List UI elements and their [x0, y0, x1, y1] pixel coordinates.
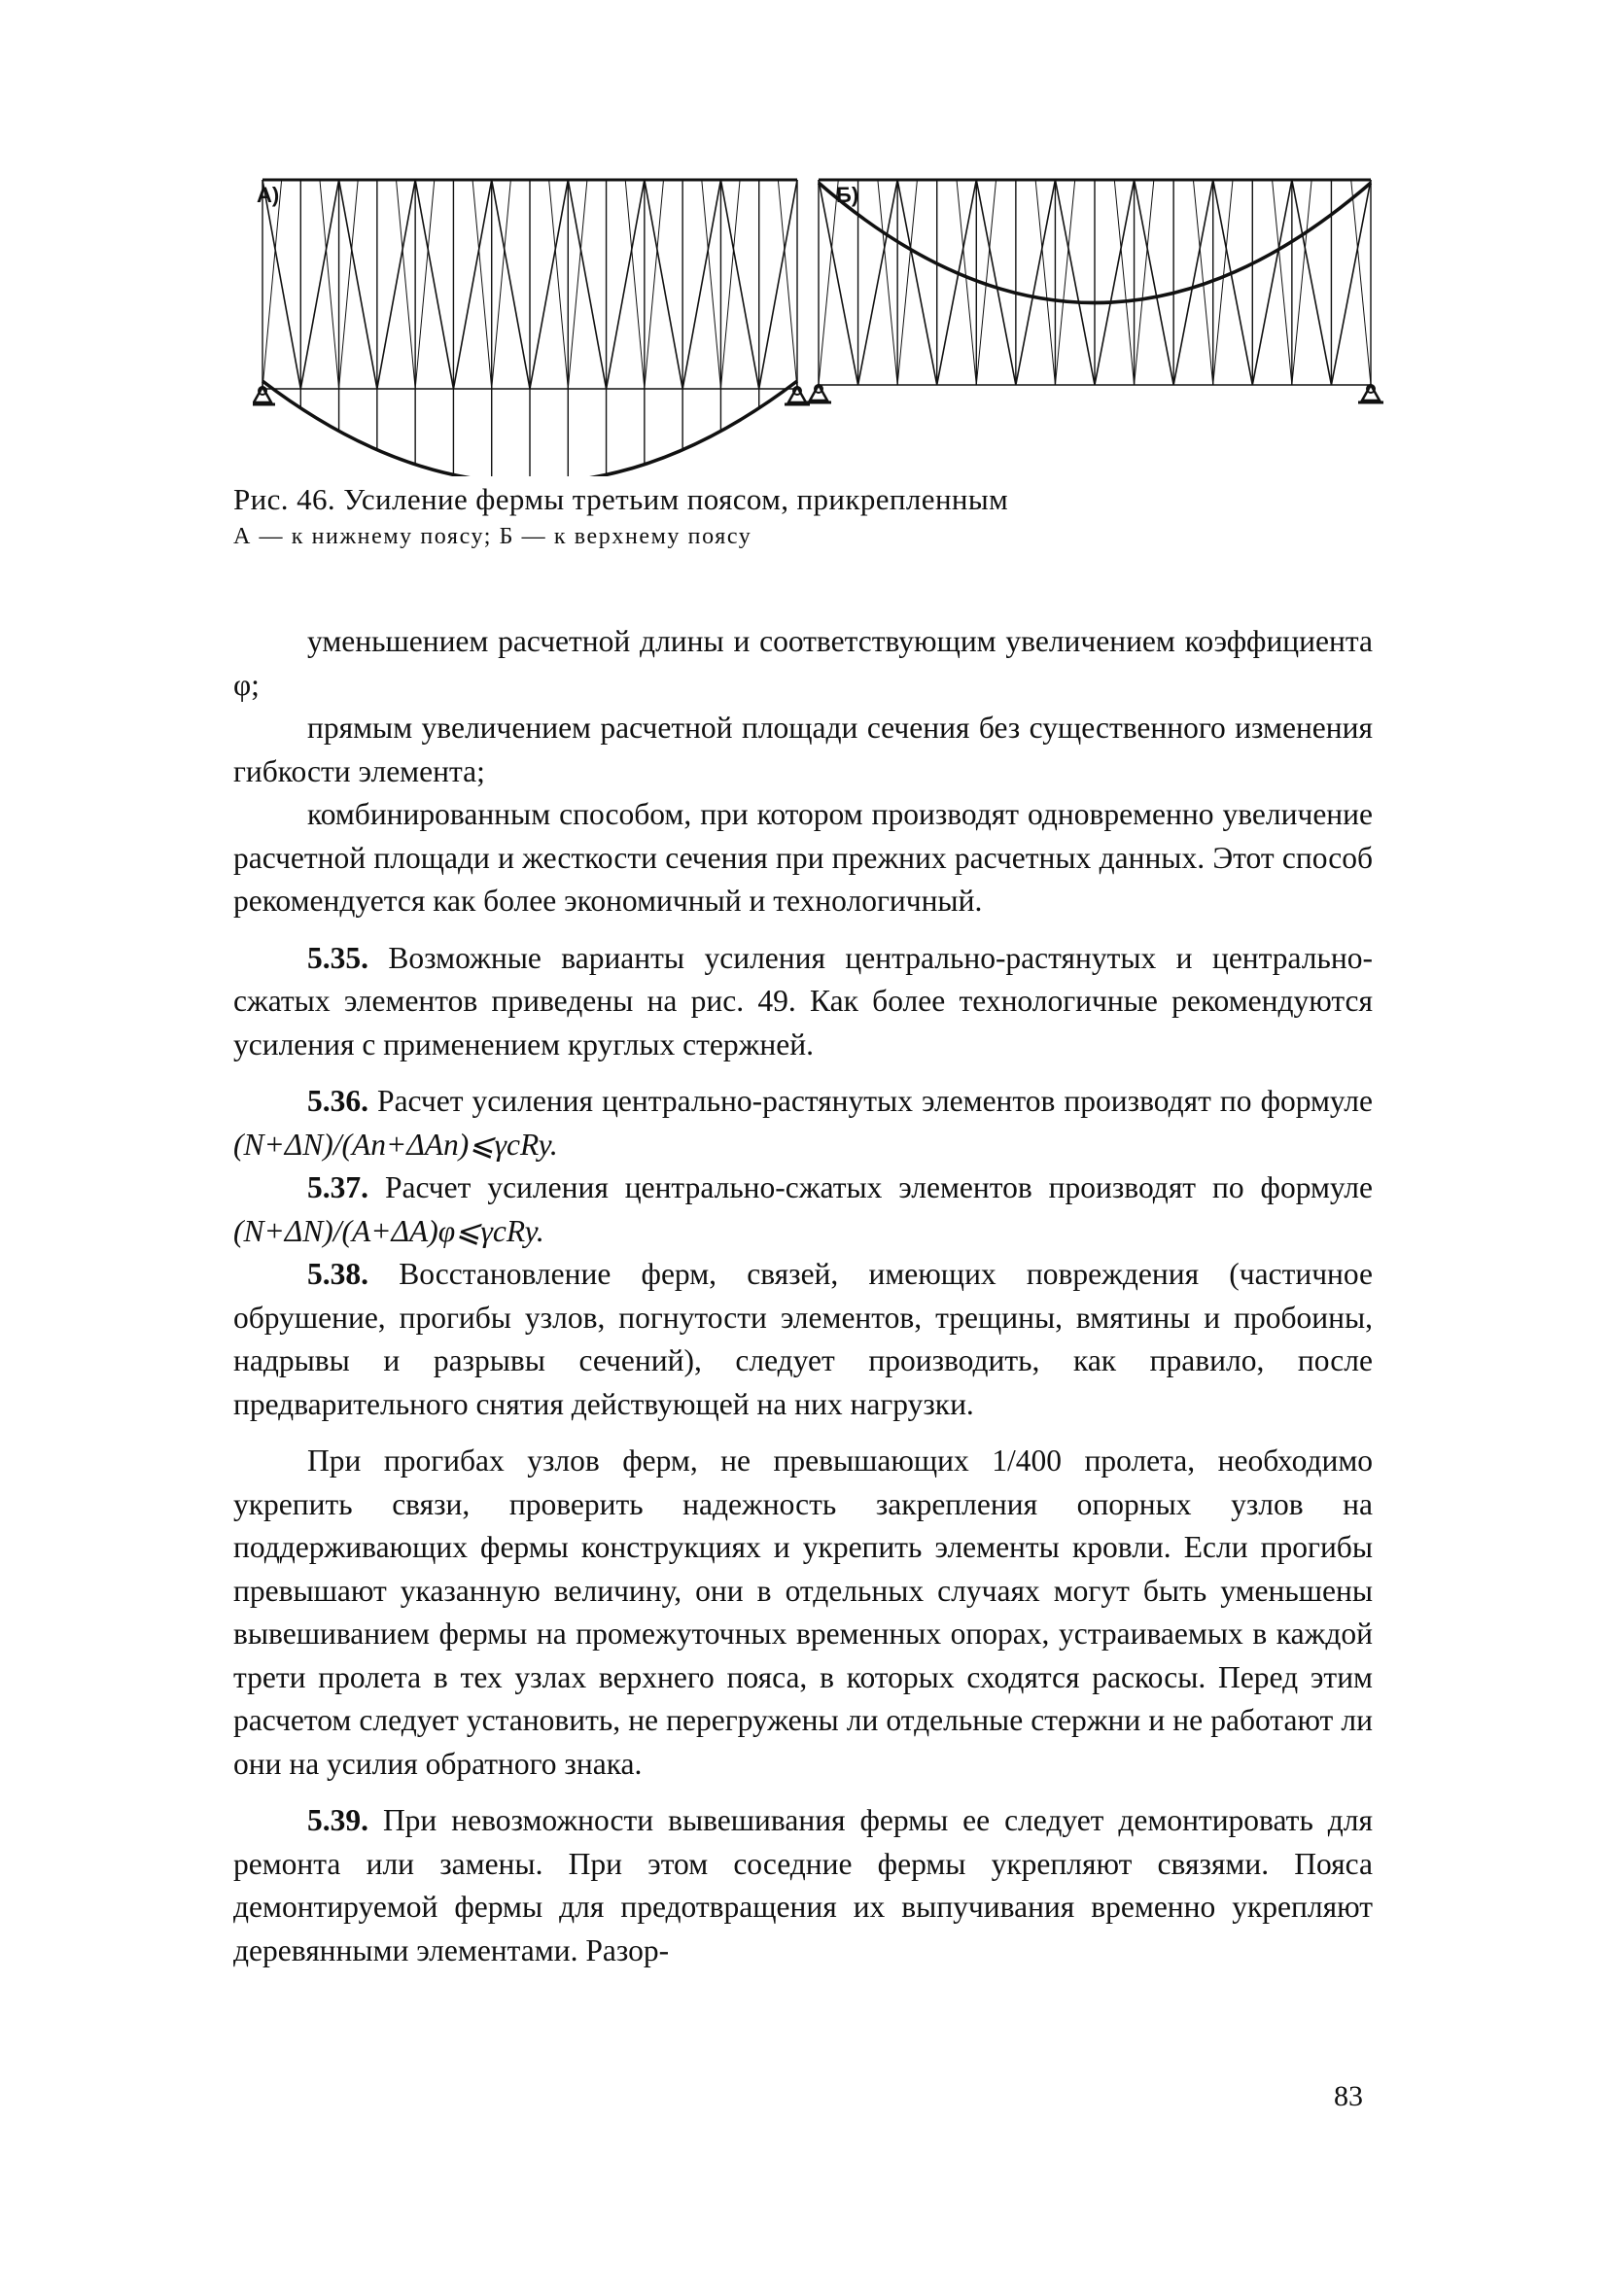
- truss-diagonal: [897, 180, 937, 385]
- paragraph-5-39: [233, 1799, 1373, 1972]
- truss-web: [778, 180, 797, 389]
- paragraph-text: При невозможности вывешивания фермы ее следует демонтировать для ремонта или замены. При этом соседние фермы укрепляют связями. Пояса демонтируемой фермы для предотвращения их выпучивания временно укрепляют деревянными элементами. Разор-: [233, 1803, 1373, 1967]
- truss-web: [568, 180, 587, 389]
- truss-web: [397, 180, 416, 389]
- truss-diagonal: [339, 180, 377, 389]
- paragraph-text: Расчет усиления центрально-сжатых элементов производят по формуле: [384, 1170, 1373, 1204]
- caption-subtitle: А — к нижнему поясу; Б — к верхнему поясу: [233, 524, 752, 549]
- truss-web: [320, 180, 339, 389]
- paragraph-1: уменьшением расчетной длины и соответствующим увеличением коэффициента φ;: [233, 624, 1373, 702]
- truss-diagonal: [300, 180, 338, 389]
- truss-diagonal: [1135, 180, 1174, 385]
- truss-diagonal: [1095, 180, 1135, 385]
- truss-diagonal: [453, 180, 491, 389]
- truss-web: [897, 180, 917, 385]
- paragraph-text: Возможные варианты усиления центрально-растянутых и центрально-сжатых элементов приведены на рис. 49. Как более технологичные рекомендуются усиления с применением круглых стержней.: [233, 940, 1373, 1061]
- clause-number: 5.35.: [307, 940, 368, 975]
- truss-diagonal: [415, 180, 453, 389]
- truss-diagonal: [530, 180, 568, 389]
- truss-web: [1292, 180, 1311, 385]
- truss-diagonal: [607, 180, 645, 389]
- truss-web: [549, 180, 569, 389]
- paragraph-text: Восстановление ферм, связей, имеющих повреждения (частичное обрушение, прогибы узлов, погнутости элементов, трещины, вмятины и пробоины, надрывы и разрывы сечений), следует производить, как правило, после предварительного снятия действующей на них нагрузки.: [233, 1257, 1374, 1421]
- truss-web: [819, 180, 838, 385]
- formula: (N+ΔN)/(A+ΔA)φ⩽γcRy.: [233, 1213, 544, 1248]
- truss-web: [1135, 180, 1154, 385]
- truss-drawing: [253, 165, 1400, 476]
- truss-diagonal: [937, 180, 977, 385]
- paragraph-5-37: [233, 1166, 1373, 1253]
- truss-web: [262, 180, 282, 389]
- paragraph-text: При прогибах узлов ферм, не превышающих: [307, 1444, 969, 1478]
- clause-number: 5.38.: [307, 1257, 368, 1291]
- truss-web: [720, 180, 740, 389]
- body-text: [233, 620, 1373, 1972]
- truss-web: [1035, 180, 1055, 385]
- truss-web: [645, 180, 664, 389]
- truss-diagonal: [262, 180, 300, 389]
- clause-number: 5.36.: [307, 1084, 368, 1118]
- truss-diagonal: [1055, 180, 1095, 385]
- truss-diagonal: [492, 180, 530, 389]
- truss-web: [625, 180, 645, 389]
- truss-web: [1114, 180, 1134, 385]
- truss-diagonal: [1016, 180, 1056, 385]
- figure-label-a: А): [257, 183, 280, 207]
- truss-diagonal: [682, 180, 720, 389]
- truss-a-diagram: [253, 180, 810, 476]
- truss-web: [472, 180, 492, 389]
- truss-diagonal: [720, 180, 758, 389]
- caption-title: Рис. 46. Усиление фермы третьим поясом, прикрепленным: [233, 482, 1009, 516]
- truss-figure: [253, 165, 1400, 476]
- truss-diagonal: [568, 180, 606, 389]
- page-number: 83: [1334, 2080, 1363, 2112]
- truss-web: [339, 180, 359, 389]
- paragraph-text: Расчет усиления центрально-растянутых элементов производят по формуле: [377, 1084, 1374, 1118]
- truss-web: [1351, 180, 1371, 385]
- figure-label-b: Б): [836, 183, 859, 207]
- paragraph-deflection: [233, 1440, 1373, 1786]
- truss-web: [1055, 180, 1074, 385]
- paragraph-3: комбинированным способом, при котором производят одновременно увеличение расчетной площади и жесткости сечения при прежних расчетных данных. Этот способ рекомендуется как более экономичный и технологичный.: [233, 797, 1373, 918]
- paragraph-text: пролета, необходимо укрепить связи, проверить надежность закрепления опорных узлов на поддерживающих фермы конструкциях и укрепить элементы кровли. Если прогибы превышают указанную величину, они в отдельных случаях могут быть уменьшены вывешиванием фермы на промежуточных временных опорах, устраиваемых в каждой трети пролета в тех узлах верхнего пояса, в которых сходятся раскосы. Перед этим расчетом следует установить, не перегружены ли отдельные стержни и не работают ли они на усилия обратного знака.: [233, 1444, 1374, 1781]
- clause-number: 5.37.: [307, 1170, 368, 1204]
- truss-diagonal: [759, 180, 797, 389]
- paragraph-2: прямым увеличением расчетной площади сечения без существенного изменения гибкости элемента;: [233, 711, 1373, 788]
- paragraph-5-38: [233, 1253, 1373, 1426]
- truss-web: [957, 180, 976, 385]
- paragraph-5-36: [233, 1080, 1373, 1166]
- fraction: 1/400: [992, 1444, 1063, 1478]
- paragraph-5-35: [233, 937, 1373, 1067]
- truss-web: [1213, 180, 1233, 385]
- truss-web: [1273, 180, 1292, 385]
- truss-diagonal: [377, 180, 415, 389]
- figure-caption: [233, 481, 1400, 551]
- truss-web: [415, 180, 435, 389]
- truss-web: [878, 180, 897, 385]
- truss-web: [492, 180, 511, 389]
- truss-b-diagram: [806, 180, 1383, 402]
- truss-diagonal: [1213, 180, 1253, 385]
- truss-web: [702, 180, 721, 389]
- clause-number: 5.39.: [307, 1803, 368, 1837]
- truss-diagonal: [1252, 180, 1292, 385]
- truss-diagonal: [1292, 180, 1332, 385]
- truss-diagonal: [645, 180, 682, 389]
- truss-diagonal: [858, 180, 898, 385]
- formula: (N+ΔN)/(An+ΔAn)⩽γcRy.: [233, 1127, 558, 1162]
